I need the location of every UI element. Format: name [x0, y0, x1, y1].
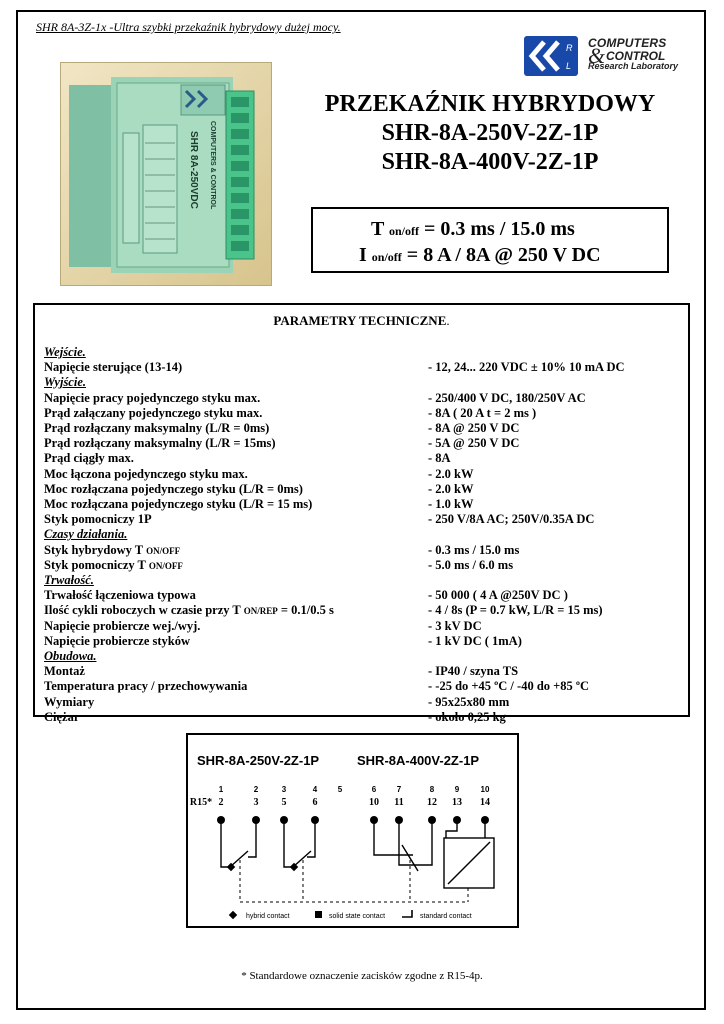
- pin-top-5: 5: [337, 785, 343, 794]
- param-label: Ilość cykli roboczych w czasie przy T ON/REP = 0.1/0.5 s: [44, 603, 334, 618]
- contact-group-2: [284, 820, 315, 867]
- section-heading: Wejście.: [44, 345, 86, 359]
- param-value: - 95x25x80 mm: [428, 694, 510, 709]
- param-label: Trwałość łączeniowa typowa: [44, 588, 196, 603]
- contact-group-1: [221, 820, 256, 867]
- pin-r15-3: 3: [253, 797, 259, 808]
- pin-r15-11: 11: [394, 797, 404, 808]
- param-label: Moc łączona pojedynczego styku max.: [44, 466, 248, 481]
- pin-top-2: 2: [253, 785, 259, 794]
- company-logo: [524, 36, 694, 76]
- device-label: SHR 8A-250VDC: [188, 131, 199, 209]
- param-label: Temperatura pracy / przechowywania: [44, 679, 248, 694]
- logo-mark: [524, 36, 578, 76]
- summary-box: [311, 207, 669, 273]
- param-value: - IP40 / szyna TS: [428, 664, 519, 679]
- param-label: Prąd ciągły max.: [44, 451, 134, 466]
- device-brand: COMPUTERS & CONTROL: [209, 121, 216, 210]
- param-value: - 0.3 ms / 15.0 ms: [428, 542, 520, 557]
- logo-ampersand: &: [588, 43, 606, 68]
- logo-name-line2: CONTROL: [606, 49, 666, 63]
- pin-top-3: 3: [281, 785, 287, 794]
- legend-hybrid-text: hybrid contact: [246, 913, 290, 920]
- diagram-label-250v: SHR-8A-250V-2Z-1P: [197, 753, 320, 768]
- logo-letter-r: R: [566, 43, 573, 53]
- param-value: - 12, 24... 220 VDC ± 10% 10 mA DC: [428, 360, 625, 375]
- title-line2: SHR-8A-250V-2Z-1P: [381, 120, 599, 146]
- contact-group-3: [374, 820, 494, 888]
- pin-r15-2: 2: [218, 797, 224, 808]
- param-value: - 4 / 8s (P = 0.7 kW, L/R = 15 ms): [428, 603, 603, 618]
- param-label: Styk pomocniczy T ON/OFF: [44, 557, 183, 572]
- pin-top-9: 9: [454, 785, 460, 794]
- param-value: - 1.0 kW: [428, 497, 474, 511]
- param-label: Prąd załączany pojedynczego styku max.: [44, 405, 263, 420]
- param-label: Styk hybrydowy T ON/OFF: [44, 542, 181, 557]
- param-label: Napięcie probiercze styków: [44, 633, 191, 648]
- legend-standard-symbol: [402, 910, 412, 917]
- param-label: Napięcie probiercze wej./wyj.: [44, 618, 201, 633]
- param-label: Montaż: [44, 664, 85, 679]
- param-label: Napięcie sterujące (13-14): [44, 360, 183, 375]
- parameters-title: PARAMETRY TECHNICZNE.: [273, 313, 450, 328]
- param-value: - około 0,25 kg: [428, 709, 506, 724]
- title-line3: SHR-8A-400V-2Z-1P: [381, 149, 599, 175]
- param-value: - 250 V/8A AC; 250V/0.35A DC: [428, 512, 595, 527]
- section-heading: Czasy działania.: [44, 527, 128, 542]
- pin-top-1: 1: [218, 785, 224, 794]
- device-photo: [60, 62, 272, 286]
- pin-r15-14: 14: [480, 797, 490, 808]
- param-value: - 3 kV DC: [428, 618, 482, 633]
- param-label: Ciężar: [44, 709, 80, 724]
- section-heading: Obudowa.: [44, 649, 97, 663]
- param-label: Styk pomocniczy 1P: [44, 512, 152, 527]
- param-value: - 2.0 kW: [428, 466, 474, 481]
- logo-name-line3: Research Laboratory: [588, 61, 679, 71]
- param-value: - 8A: [428, 451, 451, 466]
- param-label: Wymiary: [44, 694, 95, 709]
- param-label: Napięcie pracy pojedynczego styku max.: [44, 390, 261, 405]
- param-value: - 2.0 kW: [428, 481, 474, 496]
- logo-name-line1: COMPUTERS: [588, 36, 667, 50]
- diagram-label-400v: SHR-8A-400V-2Z-1P: [357, 753, 480, 768]
- section-heading: Wyjście.: [44, 375, 87, 390]
- param-value: - 50 000 ( 4 A @250V DC ): [428, 588, 568, 603]
- legend-solid-text: solid state contact: [329, 913, 386, 920]
- current-rating: I on/off = 8 A / 8A @ 250 V DC: [359, 244, 601, 266]
- technical-parameters: [33, 303, 690, 724]
- r15-label: R15*: [189, 797, 213, 808]
- pin-top-6: 6: [371, 785, 377, 794]
- param-value: - 5.0 ms / 6.0 ms: [428, 557, 514, 572]
- document-subtitle: SHR 8A-3Z-1x -Ultra szybki przekaźnik hybrydowy dużej mocy.: [36, 20, 341, 34]
- pin-r15-5: 5: [281, 797, 287, 808]
- footnote: * Standardowe oznaczenie zacisków zgodne z R15-4p.: [241, 970, 483, 982]
- legend-standard-text: standard contact: [420, 913, 472, 920]
- param-value: - 8A @ 250 V DC: [428, 421, 520, 435]
- pin-r15-13: 13: [452, 797, 462, 808]
- pin-top-7: 7: [396, 785, 402, 794]
- param-label: Prąd rozłączany maksymalny (L/R = 0ms): [44, 421, 270, 435]
- pin-top-8: 8: [429, 785, 435, 794]
- title-line1: PRZEKAŹNIK HYBRYDOWY: [324, 91, 656, 117]
- param-label: Prąd rozłączany maksymalny (L/R = 15ms): [44, 436, 276, 451]
- param-value: - 1 kV DC ( 1mA): [428, 633, 522, 648]
- product-title: [300, 90, 680, 177]
- section-heading: Trwałość.: [44, 573, 94, 587]
- pin-top-10: 10: [480, 785, 490, 794]
- pin-r15-10: 10: [369, 797, 379, 808]
- param-value: - 5A @ 250 V DC: [428, 436, 520, 451]
- param-value: - 8A ( 20 A t = 2 ms ): [428, 405, 537, 420]
- legend-hybrid-symbol: [229, 911, 237, 919]
- pin-r15-12: 12: [427, 797, 437, 808]
- wiring-diagram: [186, 733, 519, 928]
- param-label: Moc rozłączana pojedynczego styku (L/R = 0ms): [44, 481, 303, 496]
- pin-top-4: 4: [312, 785, 318, 794]
- legend-solid-symbol: [315, 911, 322, 918]
- param-label: Moc rozłączana pojedynczego styku (L/R = 15 ms): [44, 497, 313, 511]
- param-value: - -25 do +45 ºC / -40 do +85 ºC: [428, 679, 590, 694]
- param-value: - 250/400 V DC, 180/250V AC: [428, 390, 586, 405]
- diagram-svg: [188, 735, 517, 926]
- pin-r15-6: 6: [312, 797, 318, 808]
- logo-letter-l: L: [566, 61, 572, 71]
- switching-time: T on/off = 0.3 ms / 15.0 ms: [371, 218, 575, 240]
